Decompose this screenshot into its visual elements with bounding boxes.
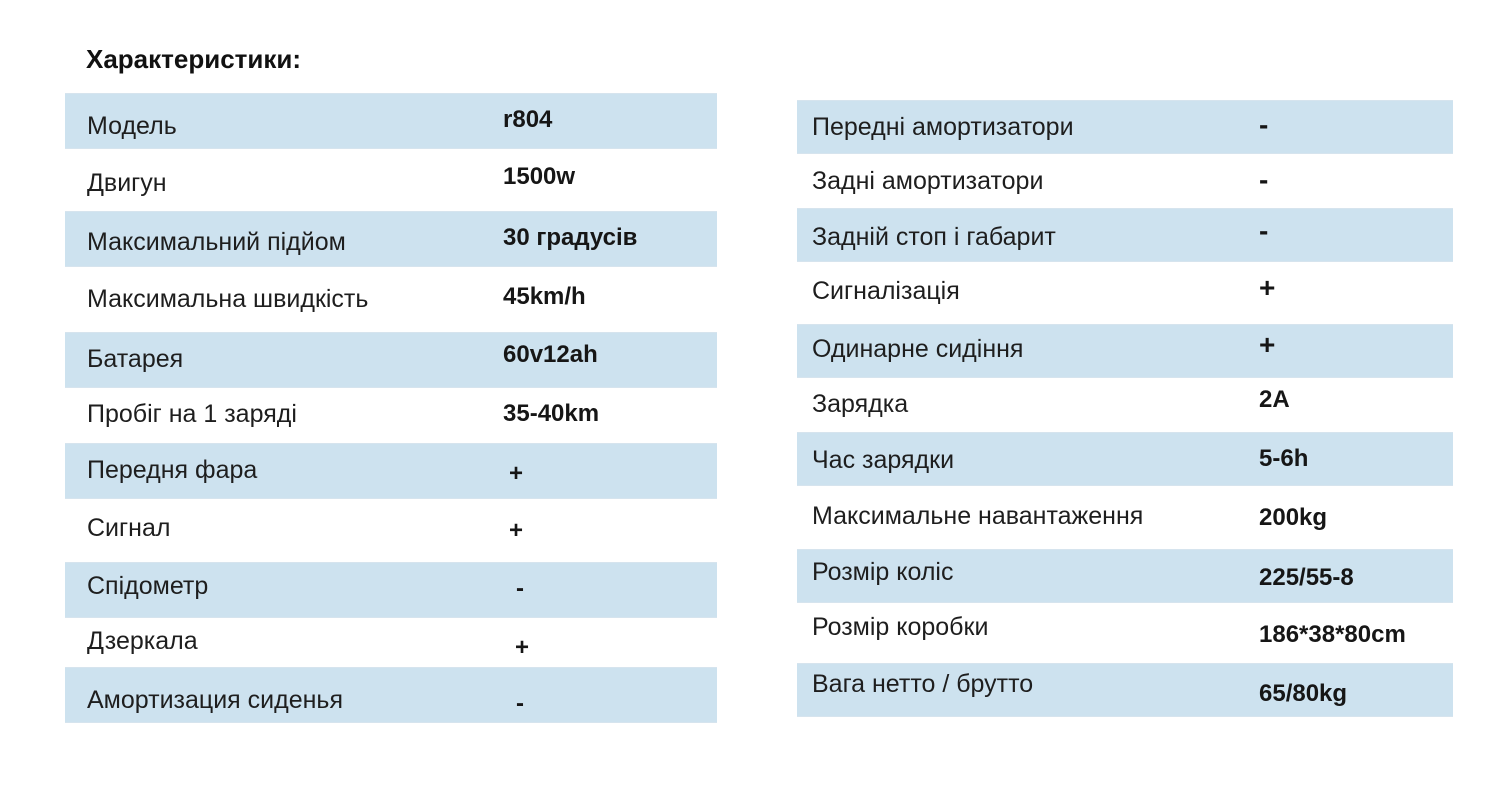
spec-label: Вага нетто / брутто: [812, 670, 1034, 698]
spec-label: Час зарядки: [812, 446, 955, 474]
table-row: [797, 486, 1453, 549]
spec-label: Модель: [87, 112, 177, 140]
table-row: [65, 93, 717, 149]
spec-label: Передня фара: [87, 456, 258, 484]
spec-label: Максимальна швидкість: [87, 285, 369, 313]
spec-label: Задні амортизатори: [812, 167, 1044, 195]
spec-label: Пробіг на 1 заряді: [87, 400, 297, 428]
spec-value: 200kg: [1259, 504, 1328, 531]
spec-value: -: [1259, 215, 1269, 246]
spec-label: Батарея: [87, 345, 184, 373]
spec-label: Амортизация сиденья: [87, 686, 343, 714]
spec-label: Зарядка: [812, 390, 909, 418]
spec-value: 30 градусів: [503, 224, 638, 251]
table-row: [797, 378, 1453, 432]
spec-value: 225/55-8: [1259, 564, 1354, 591]
spec-label: Максимальне навантаження: [812, 502, 1144, 530]
spec-value: 1500w: [503, 163, 576, 190]
spec-label: Двигун: [87, 169, 167, 197]
table-row: [65, 388, 717, 443]
spec-value: +: [515, 634, 530, 661]
spec-value: 2A: [1259, 386, 1290, 413]
spec-label: Спідометр: [87, 572, 209, 600]
table-row: [797, 432, 1453, 486]
spec-label: Розмір коліс: [812, 558, 954, 586]
spec-label: Передні амортизатори: [812, 113, 1074, 141]
table-row: [797, 262, 1453, 324]
spec-value: +: [1259, 329, 1276, 360]
spec-value: +: [509, 460, 524, 487]
table-row: [65, 562, 717, 618]
spec-value: 5-6h: [1259, 445, 1309, 472]
table-row: [797, 324, 1453, 378]
spec-value: 186*38*80cm: [1259, 621, 1406, 648]
spec-value: r804: [503, 106, 553, 133]
spec-label: Одинарне сидіння: [812, 335, 1024, 363]
table-row: [65, 443, 717, 499]
table-row: [797, 663, 1453, 717]
spec-value: 60v12ah: [503, 341, 598, 368]
spec-label: Розмір коробки: [812, 613, 989, 641]
specs-table-right: [797, 100, 1453, 717]
spec-value: 65/80kg: [1259, 680, 1348, 707]
spec-value: 35-40km: [503, 400, 600, 427]
table-row: [797, 154, 1453, 208]
table-row: [797, 603, 1453, 663]
table-row: [797, 208, 1453, 262]
table-row: [65, 267, 717, 332]
specs-table-left: [65, 93, 717, 723]
spec-label: Сигналізація: [812, 277, 960, 305]
spec-value: -: [516, 575, 524, 602]
spec-value: 45km/h: [503, 283, 586, 310]
spec-value: +: [509, 517, 524, 544]
table-row: [65, 211, 717, 267]
page-title: Характеристики:: [86, 44, 302, 74]
spec-value: +: [1259, 272, 1276, 303]
spec-label: Сигнал: [87, 514, 171, 542]
spec-value: -: [1259, 164, 1269, 195]
spec-label: Максимальний підйом: [87, 228, 346, 256]
table-row: [65, 499, 717, 562]
table-row: [65, 618, 717, 667]
table-row: [65, 332, 717, 388]
spec-label: Задній стоп і габарит: [812, 223, 1056, 251]
table-row: [65, 149, 717, 211]
table-row: [797, 100, 1453, 154]
spec-value: -: [1259, 109, 1269, 140]
spec-label: Дзеркала: [87, 627, 198, 655]
table-row: [65, 667, 717, 723]
spec-value: -: [516, 690, 524, 717]
table-row: [797, 549, 1453, 603]
